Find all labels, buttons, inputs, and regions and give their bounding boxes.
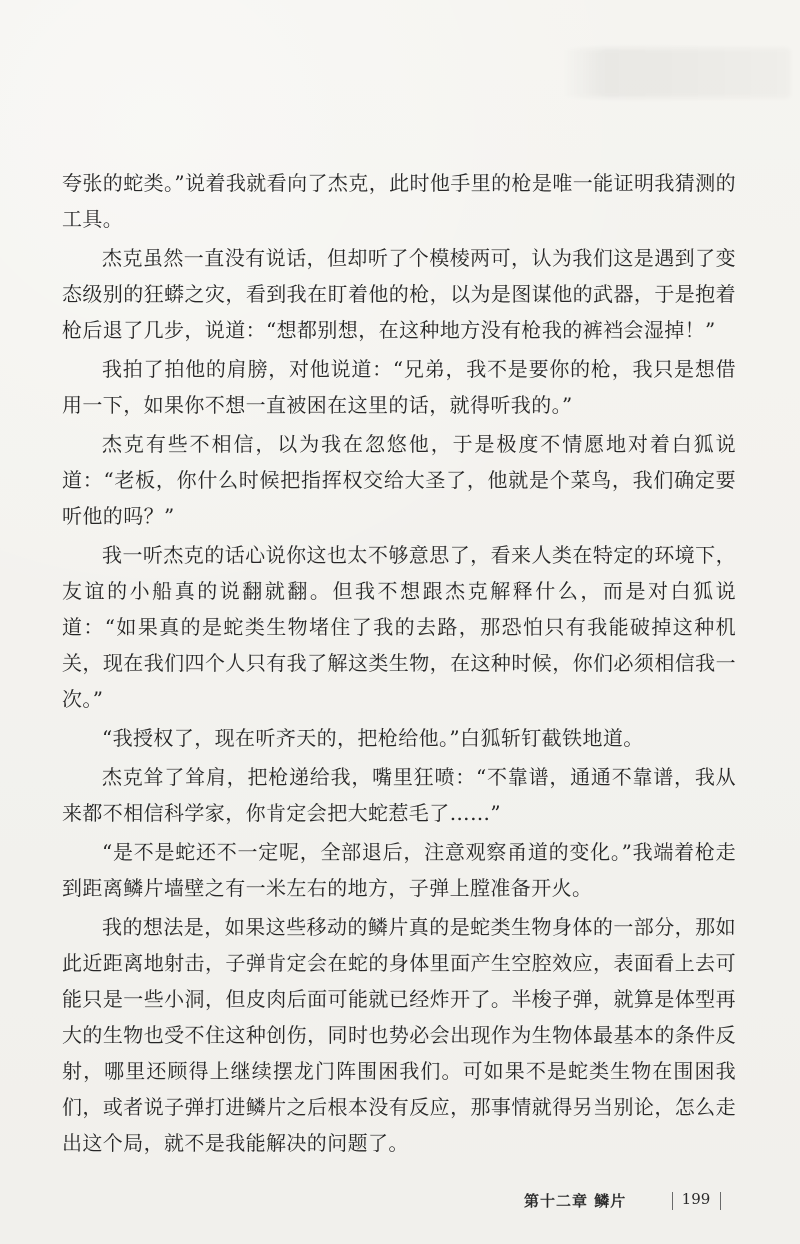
paragraph-7: 杰克耸了耸肩，把枪递给我，嘴里狂喷：“不靠谱，通通不靠谱，我从来都不相信科学家，你肯定会把大蛇惹毛了……” (62, 765, 736, 825)
paragraph-6: “我授权了，现在听齐天的，把枪给他。”白狐斩钉截铁地道。 (102, 726, 644, 750)
paragraph-4: 杰克有些不相信，以为我在忽悠他，于是极度不情愿地对着白狐说道：“老板，你什么时候把指挥权交给大圣了，他就是个菜鸟，我们确定要听他的吗？” (62, 432, 736, 528)
footer-divider-left (672, 1192, 673, 1210)
page-number: 199 (681, 1190, 711, 1208)
paragraph-9: 我的想法是，如果这些移动的鳞片真的是蛇类生物身体的一部分，那如此近距离地射击，子弹肯定会在蛇的身体里面产生空腔效应，表面看上去可能只是一些小洞，但皮肉后面可能就已经炸开了。半梭子弹，就算是体型再大的生物也受不住这种创伤，同时也势必会出现作为生物体最基本的条件反射，哪里还顾得上继续摆龙门阵围困我们。可如果不是蛇类生物在围困我们，或者说子弹打进鳞片之后根本没有反应，那事情就得另当别论，怎么走出这个局，就不是我能解决的问题了。 (62, 915, 736, 1155)
paragraph-5: 我一听杰克的话心说你这也太不够意思了，看来人类在特定的环境下，友谊的小船真的说翻就翻。但我不想跟杰克解释什么，而是对白狐说道：“如果真的是蛇类生物堵住了我的去路，那恐怕只有我能破掉这种机关，现在我们四个人只有我了解这类生物，在这种时候，你们必须相信我一次。” (62, 543, 736, 711)
footer-divider-right (720, 1192, 721, 1210)
paragraph-2: 杰克虽然一直没有说话，但却听了个模棱两可，认为我们这是遇到了变态级别的狂蟒之灾，看到我在盯着他的枪，以为是图谋他的武器，于是抱着枪后退了几步，说道：“想都别想，在这种地方没有枪我的裤裆会湿掉！” (62, 246, 736, 342)
main-text (62, 165, 736, 1161)
paragraph-8: “是不是蛇还不一定呢，全部退后，注意观察甬道的变化。”我端着枪走到距离鳞片墙壁之有一米左右的地方，子弹上膛准备开火。 (62, 840, 736, 900)
page-footer (0, 1190, 800, 1220)
chapter-title: 第十二章 鳞片 (524, 1192, 627, 1210)
paragraph-1: 夸张的蛇类。”说着我就看向了杰克，此时他手里的枪是唯一能证明我猜测的工具。 (62, 171, 736, 231)
paragraph-3: 我拍了拍他的肩膀，对他说道：“兄弟，我不是要你的枪，我只是想借用一下，如果你不想一直被困在这里的话，就得听我的。” (62, 357, 736, 417)
page-shadow (560, 48, 790, 98)
